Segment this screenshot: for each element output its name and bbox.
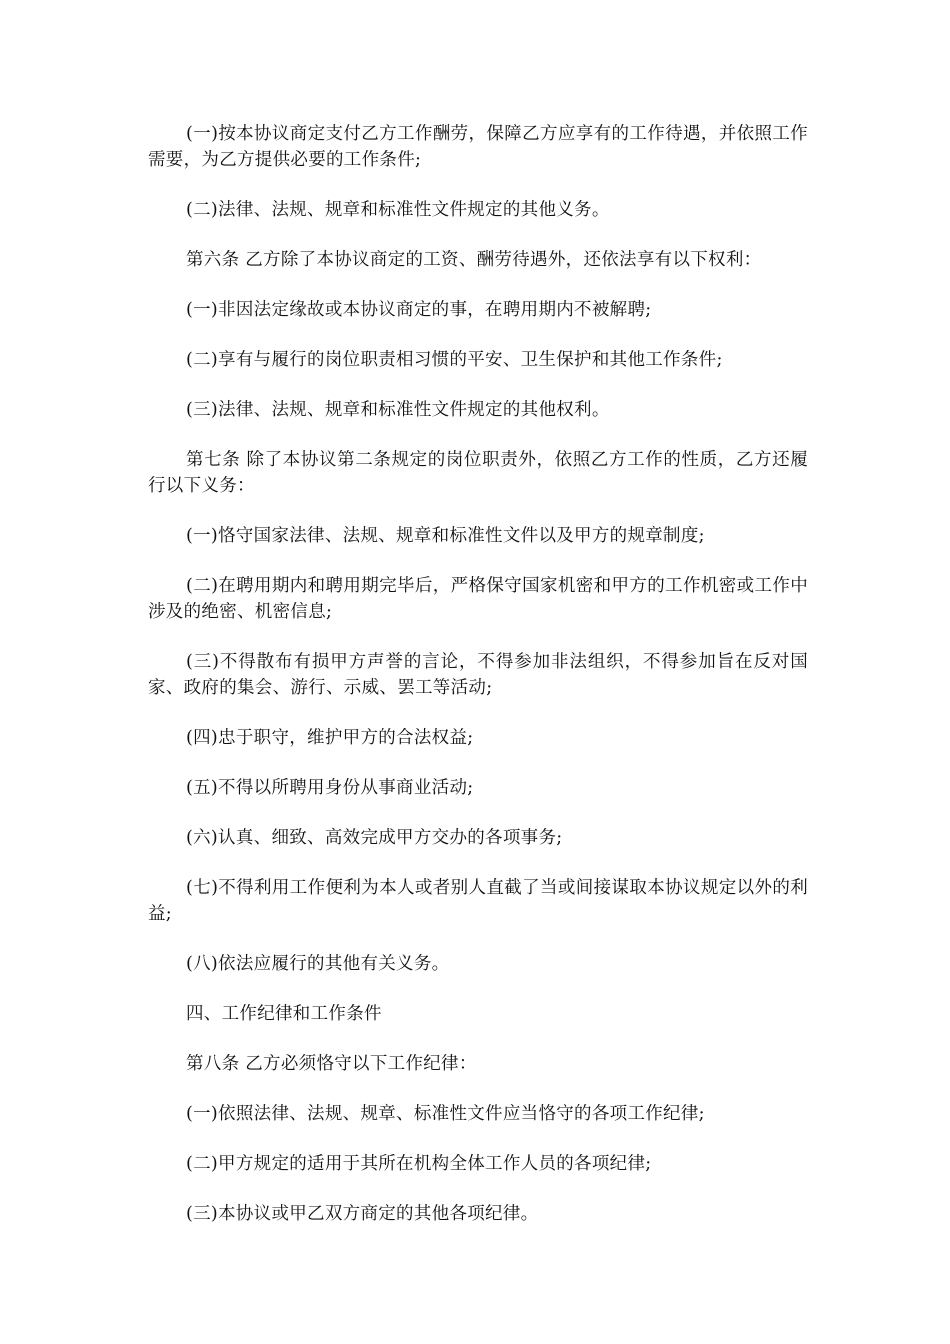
paragraph-12: (五)不得以所聘用身份从事商业活动; <box>186 778 474 798</box>
paragraph-4: (一)非因法定缘故或本协议商定的事，在聘用期内不被解聘; <box>186 300 652 320</box>
paragraph-11: (四)忠于职守，维护甲方的合法权益; <box>186 728 474 748</box>
article-6-heading: 第六条 乙方除了本协议商定的工资、酬劳待遇外，还依法享有以下权利： <box>186 250 762 270</box>
paragraph-13: (六)认真、细致、高效完成甲方交办的各项事务; <box>186 828 563 848</box>
paragraph-9: (二)在聘用期内和聘用期完毕后，严格保守国家机密和甲方的工作机密或工作中涉及的绝密、机密信息; <box>148 576 808 622</box>
article-7-heading: 第七条 除了本协议第二条规定的岗位职责外，依照乙方工作的性质，乙方还履行以下义务： <box>148 450 808 496</box>
paragraph-20: (三)本协议或甲乙双方商定的其他各项纪律。 <box>186 1204 539 1224</box>
paragraph-1: (一)按本协议商定支付乙方工作酬劳，保障乙方应享有的工作待遇，并依照工作需要，为乙方提供必要的工作条件; <box>148 124 808 170</box>
paragraph-19: (二)甲方规定的适用于其所在机构全体工作人员的各项纪律; <box>186 1154 652 1174</box>
paragraph-2: (二)法律、法规、规章和标准性文件规定的其他义务。 <box>186 200 610 220</box>
paragraph-14: (七)不得利用工作便利为本人或者别人直截了当或间接谋取本协议规定以外的利益; <box>148 878 808 924</box>
document-body <box>148 121 808 1251</box>
paragraph-15: (八)依法应履行的其他有关义务。 <box>186 954 450 974</box>
section-4-heading: 四、工作纪律和工作条件 <box>186 1004 382 1024</box>
paragraph-6: (三)法律、法规、规章和标准性文件规定的其他权利。 <box>186 400 610 420</box>
paragraph-10: (三)不得散布有损甲方声誉的言论，不得参加非法组织，不得参加旨在反对国家、政府的集会、游行、示威、罢工等活动; <box>148 652 808 698</box>
paragraph-8: (一)恪守国家法律、法规、规章和标准性文件以及甲方的规章制度; <box>186 526 705 546</box>
paragraph-5: (二)享有与履行的岗位职责相习惯的平安、卫生保护和其他工作条件; <box>186 350 723 370</box>
paragraph-18: (一)依照法律、法规、规章、标准性文件应当恪守的各项工作纪律; <box>186 1104 705 1124</box>
article-8-heading: 第八条 乙方必须恪守以下工作纪律： <box>186 1054 477 1074</box>
